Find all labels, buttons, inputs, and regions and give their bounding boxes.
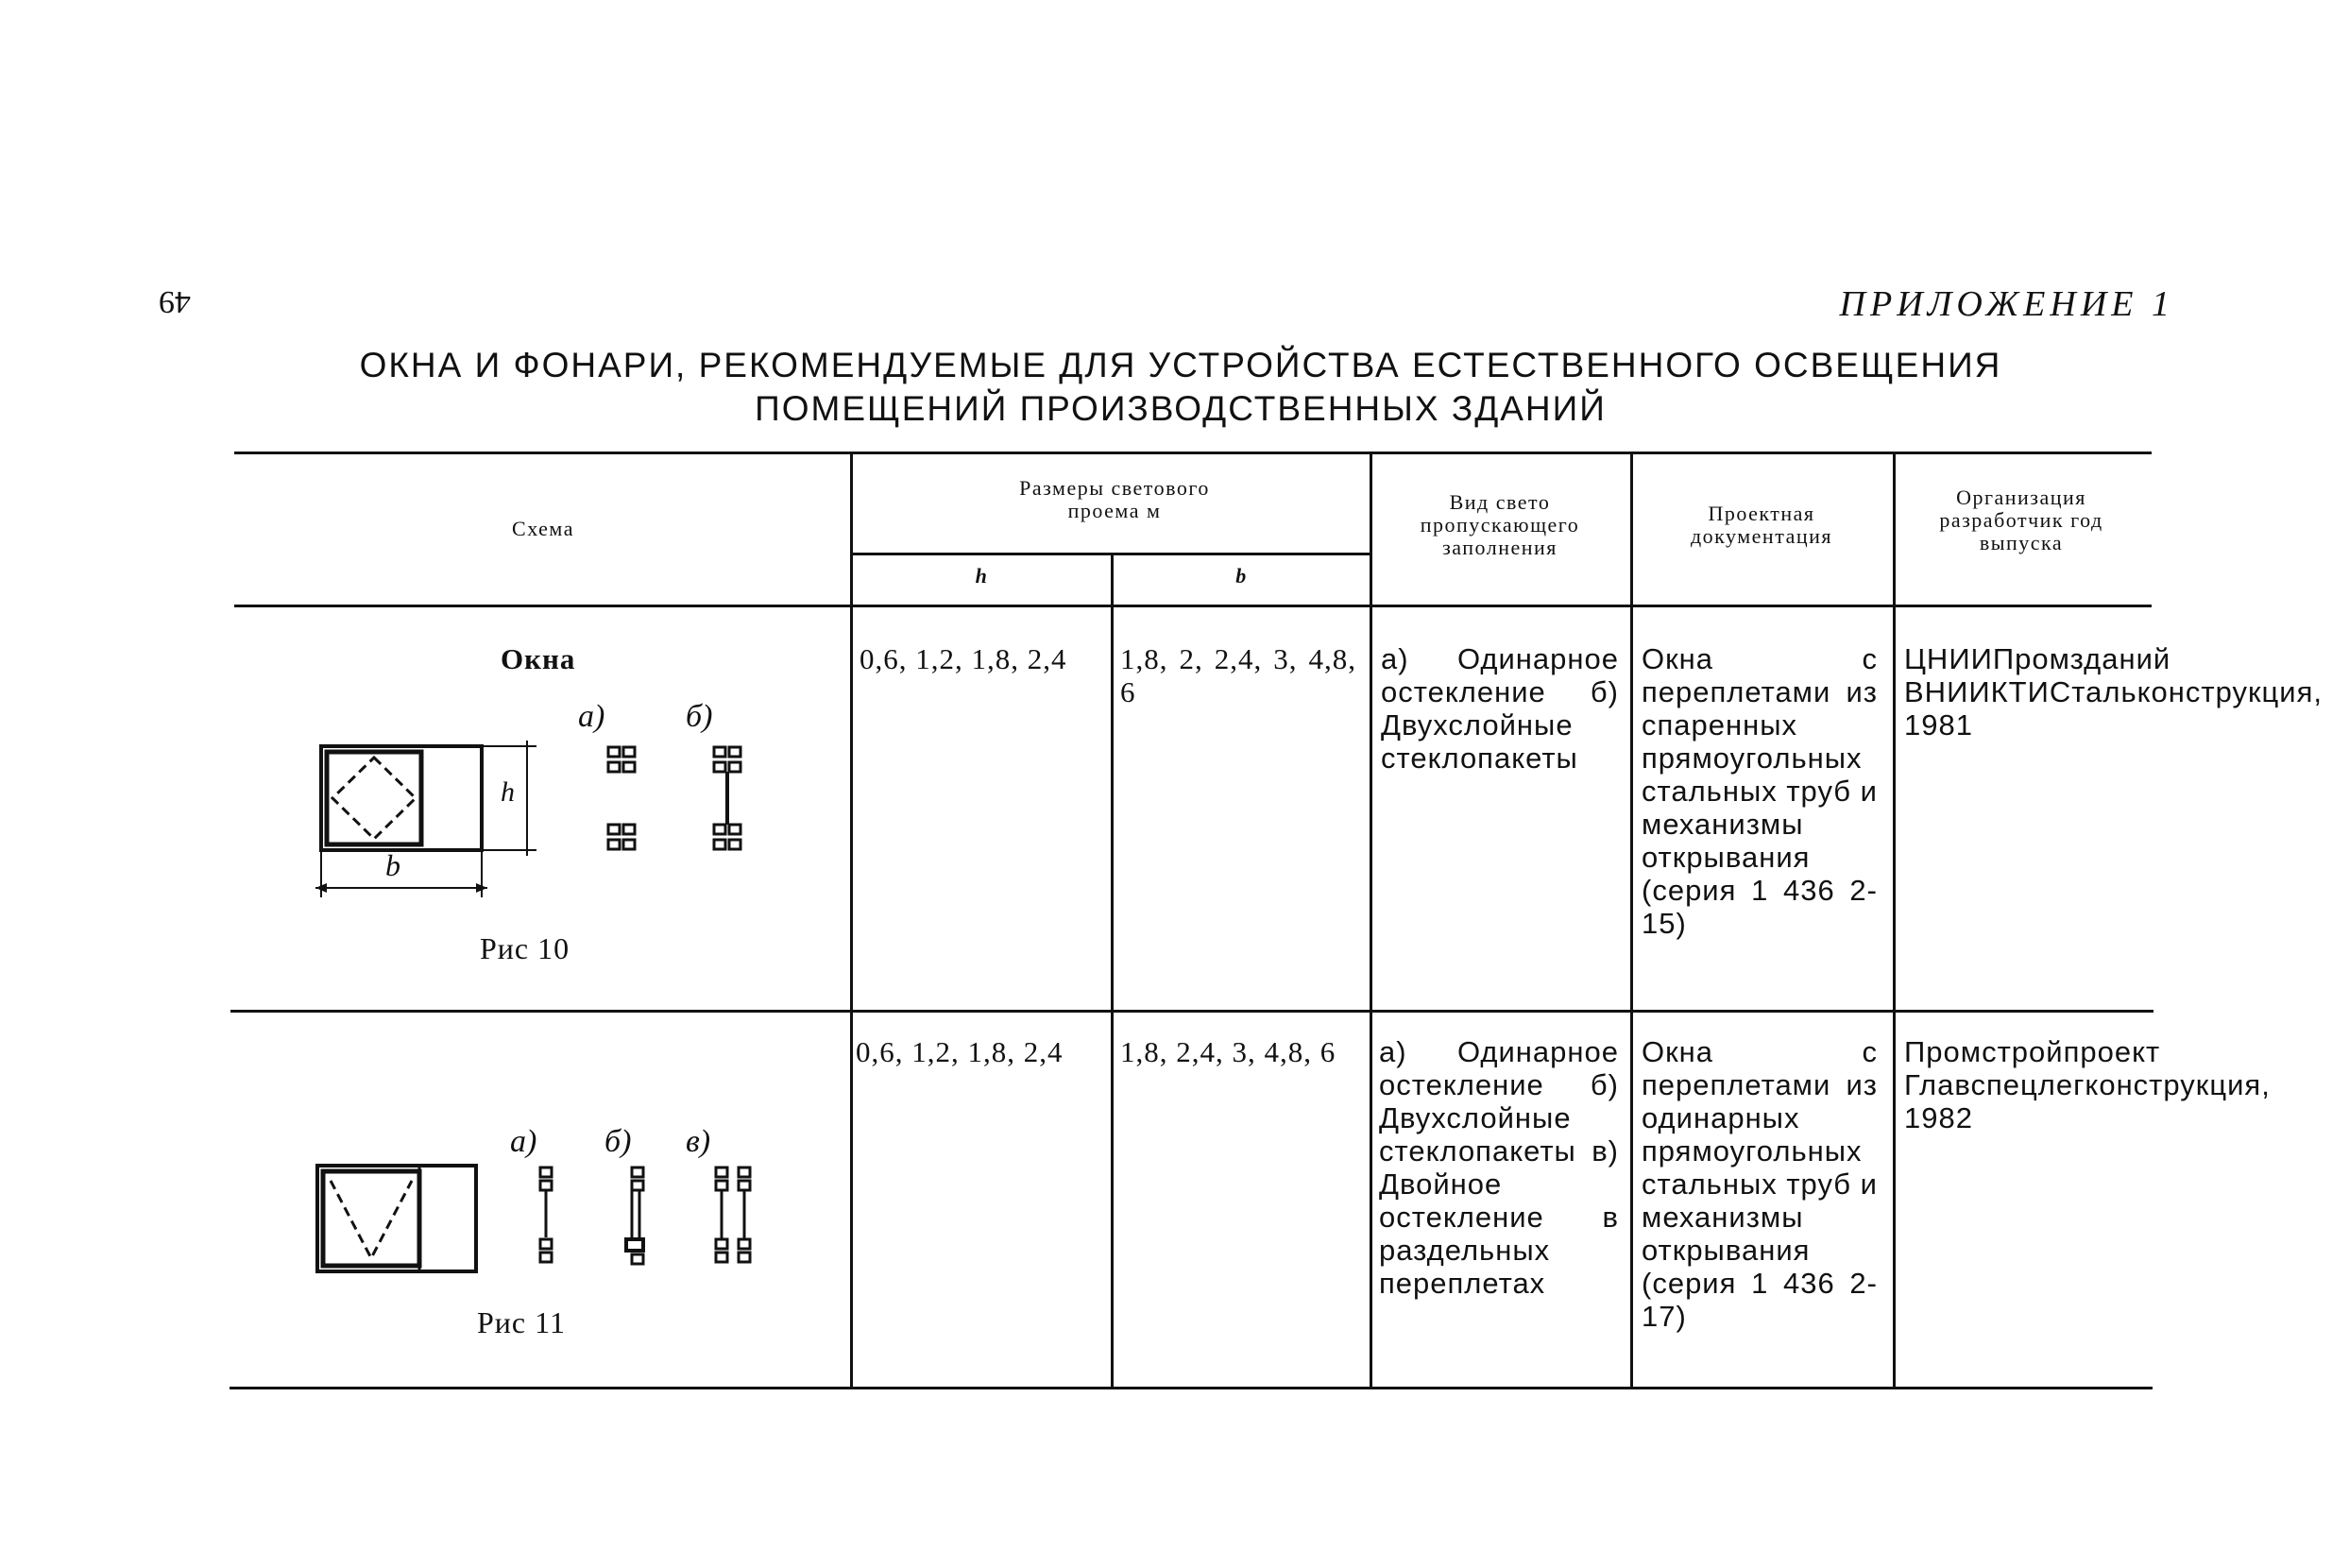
header-organization: Организация разработчик год выпуска [1939,486,2103,554]
page-number: 49 [159,284,191,319]
header-fill-type: Вид свето пропускающего заполнения [1420,490,1580,559]
row1-variant-label-b: б) [686,699,713,734]
row2-variant-label-a: а) [510,1124,537,1159]
row1-figure-caption: Рис 10 [480,931,570,965]
figure-10-window-diagram [312,737,557,907]
row2-fill-type: а) Одинарное остекление б) Двухслойные стеклопакеты в) Двойное остекление в раздельных переплетах [1379,1035,1619,1300]
table-col-divider-4 [1630,452,1633,1389]
figure-11-profile-c-icon [710,1164,763,1270]
header-h: h [975,564,989,588]
figure-10-profile-a-icon [601,741,648,855]
table-row-divider [230,1010,2153,1013]
header-scheme: Схема [512,517,574,540]
table-col-divider-1 [850,452,853,1389]
row2-organization: Промстройпроект Главспецлегконструкция, 1982 [1904,1035,2271,1134]
figure-10-profile-b-icon [706,741,754,855]
figure-10-height-label: h [501,776,515,808]
appendix-label: ПРИЛОЖЕНИЕ 1 [1839,284,2174,324]
page-title-line2: ПОМЕЩЕНИЙ ПРОИЗВОДСТВЕННЫХ ЗДАНИЙ [755,389,1607,428]
table-top-rule [234,452,2152,454]
figure-11-profile-b-icon [619,1164,660,1270]
row2-project-docs: Окна с переплетами из одинарных прямоугольных стальных труб и механизмы открывания (серия 1 436 2-17) [1642,1035,1878,1333]
page-title-line1: ОКНА И ФОНАРИ, РЕКОМЕНДУЕМЫЕ ДЛЯ УСТРОЙСТВА ЕСТЕСТВЕННОГО ОСВЕЩЕНИЯ [359,346,2002,384]
section-label-windows: Окна [501,642,576,675]
row1-fill-type: а) Одинарное остекление б) Двухслойные стеклопакеты [1381,642,1619,775]
row1-h-values: 0,6, 1,2, 1,8, 2,4 [860,642,1067,675]
row2-b-values: 1,8, 2,4, 3, 4,8, 6 [1120,1035,1336,1068]
row1-variant-label-a: а) [578,699,605,734]
figure-11-profile-a-icon [527,1164,569,1270]
header-b: b [1235,564,1248,588]
table-col-divider-3 [1370,452,1372,1389]
table-header-bottom-rule [234,605,2152,607]
header-sizes: Размеры светового проема м [1019,476,1210,522]
row1-project-docs: Окна с переплетами из спаренных прямоугольных стальных труб и механизмы открывания (серия 1 436 2-15) [1642,642,1878,940]
row1-organization: ЦНИИПромзданий ВНИИКТИСтальконструкция, 1981 [1904,642,2323,741]
figure-11-window-diagram [312,1160,482,1277]
table-col-divider-2 [1111,553,1114,1389]
row2-figure-caption: Рис 11 [477,1305,566,1339]
row2-variant-label-c: в) [686,1124,711,1159]
row2-h-values: 0,6, 1,2, 1,8, 2,4 [856,1035,1064,1068]
table-col-divider-5 [1893,452,1896,1389]
header-project-docs: Проектная документация [1690,502,1833,548]
table-bottom-rule [230,1387,2153,1389]
figure-10-width-label: b [385,848,400,882]
row2-variant-label-b: б) [604,1124,632,1159]
row1-b-values: 1,8, 2, 2,4, 3, 4,8, 6 [1120,642,1356,708]
